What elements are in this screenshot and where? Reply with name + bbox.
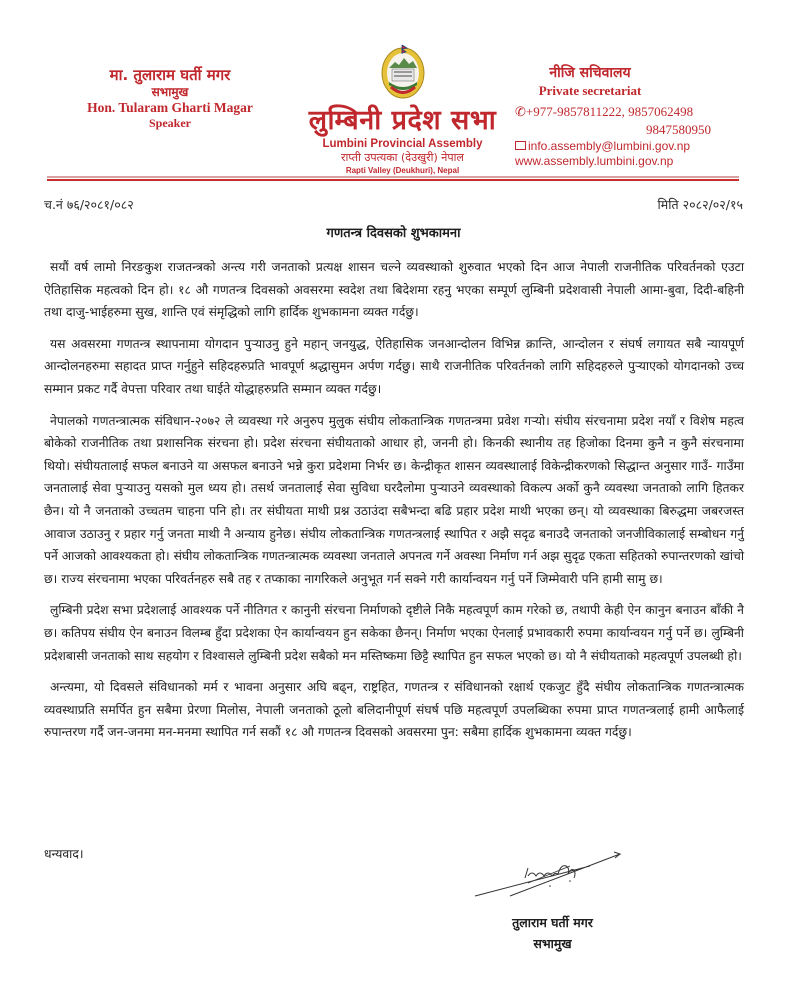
paragraph-1: सयौं वर्ष लामो निरङकुश राजतन्त्रको अन्त्य गरी जनताको प्रत्यक्ष शासन चल्ने व्यवस्थाको शुरुवात भएको दिन आज नेपाली राजनीतिक परिवर्तनको एउटा ऐतिहासिक महत्वको दिन हो। १८ औ गणतन्त्र दिवसको अवसरमा स्वदेश तथा बिदेशमा रहनु भएका सम्पूर्ण लुम्बिनी प्रदेशवासी नेपाली आमा-बुवा, दिदी-बहिनी तथा दाजु-भाईहरुमा सुख, शान्ति एवं संमृद्धिको लागि हार्दिक शुभकामना व्यक्त गर्दछु। xyxy=(44,260,744,320)
speaker-name-np: मा. तुलाराम घर्ती मगर xyxy=(109,66,231,84)
secretariat-block xyxy=(515,64,730,169)
reference-number: च.नं ७६/२०८१/०८२ xyxy=(44,197,134,212)
mail-icon xyxy=(515,141,526,150)
header-divider xyxy=(47,179,739,181)
signer-name: तुलाराम घर्ती मगर xyxy=(512,915,593,930)
organization-block xyxy=(290,42,515,176)
organization-name-np: लुम्बिनी प्रदेश सभा xyxy=(308,105,497,136)
paragraph-5: अन्त्यमा, यो दिवसले संविधानको मर्म र भावना अनुसार अघि बढ्न, राष्ट्रहित, गणतन्त्र र संविधानको रक्षार्थ एकजुट हुँदै संघीय लोकतान्त्रिक गणतन्त्रात्मक व्यवस्थाप्रति समर्पित हुन सबैमा प्रेरणा मिलोस, नेपाली जनताको ठूलो बलिदानीपूर्ण संघर्ष पछि महत्वपूर्ण उपलब्धिका रुपमा प्राप्त गणतन्त्रलाई हामी आफैलाई रुपान्तरण गर्दै जन-जनमा मन-मनमा स्थापित गर्न सकौं १८ औ गणतन्त्र दिवसको अवसरमा पुन: सबैमा हार्दिक शुभकामना व्यक्त गर्दछु। xyxy=(44,680,744,740)
letterhead xyxy=(0,0,787,185)
website-link[interactable]: www.assembly.lumbini.gov.np xyxy=(515,154,674,168)
organization-name-en: Lumbini Provincial Assembly xyxy=(322,138,483,150)
phone-numbers: +977-9857811222, 9857062498 xyxy=(525,104,694,119)
letter-subject: गणतन्त्र दिवसको शुभकामना xyxy=(326,226,461,241)
letter-date: मिति २०८२/०२/१५ xyxy=(657,197,743,212)
signer-block xyxy=(480,912,625,954)
email-line xyxy=(515,139,730,154)
letter-body xyxy=(44,256,744,753)
location-en: Rapti Valley (Deukhuri), Nepal xyxy=(345,166,460,175)
header-divider-light xyxy=(47,176,739,178)
speaker-title-np: सभामुख xyxy=(151,85,189,99)
speaker-title-en: Speaker xyxy=(149,116,191,130)
signer-title: सभामुख xyxy=(533,936,572,951)
paragraph-4: लुम्बिनी प्रदेश सभा प्रदेशलाई आवश्यक पर्ने नीतिगत र कानुनी संरचना निर्माणको दृष्टीले निकै महत्वपूर्ण काम गरेको छ, तथापी केही ऐन कानुन बनाउन बाँकी नै छ। कतिपय संघीय ऐन बनाउन विलम्ब हुँदा प्रदेशका ऐन कार्यान्वयन हुन सकेका छैनन्। निर्माण भएका ऐनलाई प्रभावकारी रुपमा कार्यान्वयन गर्नु पर्ने छ। लुम्बिनी प्रदेशबासी जनताको साथ सहयोग र विश्वासले लुम्बिनी प्रदेश सबैको मन मस्तिष्कमा छिट्टै स्थापित हुन सफल भएको छ। यो नै संघीयताको महत्वपूर्ण उपलब्धी हो। xyxy=(44,603,744,663)
speaker-name-en: Hon. Tularam Gharti Magar xyxy=(87,100,253,115)
phone-line-2: 9847580950 xyxy=(646,122,711,137)
secretariat-title-en: Private secretariat xyxy=(538,83,642,98)
signature xyxy=(470,846,630,906)
email-address[interactable]: info.assembly@lumbini.gov.np xyxy=(528,139,691,153)
speaker-block xyxy=(80,66,260,130)
paragraph-2: यस अवसरमा गणतन्त्र स्थापनामा योगदान पुऱ्याउनु हुने महान् जनयुद्ध, ऐतिहासिक जनआन्दोलन विभिन्न क्रान्ति, आन्दोलन र संघर्ष लगायत सबै न्यायपूर्ण आन्दोलनहरुमा सहादत प्राप्त गर्नुहुने सहिदहरुप्रति भावपूर्ण श्रद्धासुमन अर्पण गर्दछु। साथै राजनीतिक परिवर्तनको लागि सहिदहरुले पुऱ्याएको योगदानको उच्च सम्मान प्रकट गर्दै वेपत्ता परिवार तथा घाईते योद्धाहरुप्रति सम्मान व्यक्त गर्दछु। xyxy=(44,336,744,396)
phone-line-1 xyxy=(515,103,730,121)
emblem-icon xyxy=(380,42,426,100)
secretariat-title-np: नीजि सचिवालय xyxy=(549,65,631,81)
paragraph-3: नेपालको गणतन्त्रात्मक संविधान-२०७२ ले व्यवस्था गरे अनुरुप मुलुक संघीय लोकतान्त्रिक गणतन्त्रमा प्रवेश गऱ्यो। संघीय संरचनामा प्रदेश नयाँ र विशेष महत्व बोकेको राजनीतिक तथा प्रशासनिक संरचना हो। प्रदेश संरचना संघीयताको आधार हो, जननी हो। किनकी स्थानीय तह हिजोका दिनमा कुनै न कुनै संरचनामा थियो। संघीयतालाई सफल बनाउने या असफल बनाउने भन्ने कुरा प्रदेशमा निर्भर छ। केन्द्रीकृत शासन व्यवस्थालाई विकेन्द्रीकरणको सिद्धान्त अनुसार गाउँ- गाउँमा जनतालाई सेवा पुऱ्याउनु यसको मुल ध्यय हो। तसर्थ जनतालाई सेवा सुविधा घरदैलोमा पुऱ्याउने व्यवस्थाको विकल्प अर्को कुनै व्यवस्था जनताको लागि हितकर छैन। यो नै जनताको उच्चतम चाहना पनि हो। तर संघीयता माथी प्रश्न उठाउंदा सबैभन्दा बढि प्रहार प्रदेश माथी भएका छन्। यो व्यवस्थाका बिरुद्धमा जबरजस्त आवाज उठाउनु र प्रहार गर्नु जनता माथी नै अन्याय हुनेछ। संघीय लोकतान्त्रिक गणतन्त्रलाई स्थापित र अझै सदृढ बनाउदै जनताको जनजीविकालाई सम्बोधन गर्नु पर्ने आजको आवश्यकता हो। संघीय लोकतान्त्रिक गणतन्त्रात्मक व्यवस्था जनताले अपनत्व गर्ने अवस्था निर्माण गर्न अझ सुदृढ एकता सहितको रुपान्तरणको खांचो छ। राज्य संरचनामा भएका परिवर्तनहरु सबै तह र तप्काका नागरिकले अनुभूत गर्न सक्ने गरी कार्यान्वयन गर्नु पर्ने जिम्मेवारी पनि हामी सामु छ। xyxy=(44,413,744,586)
location-np: राप्ती उपत्यका (देउखुरी) नेपाल xyxy=(341,151,464,164)
phone-icon: ✆ xyxy=(515,104,526,119)
closing-thanks: धन्यवाद। xyxy=(44,847,84,861)
